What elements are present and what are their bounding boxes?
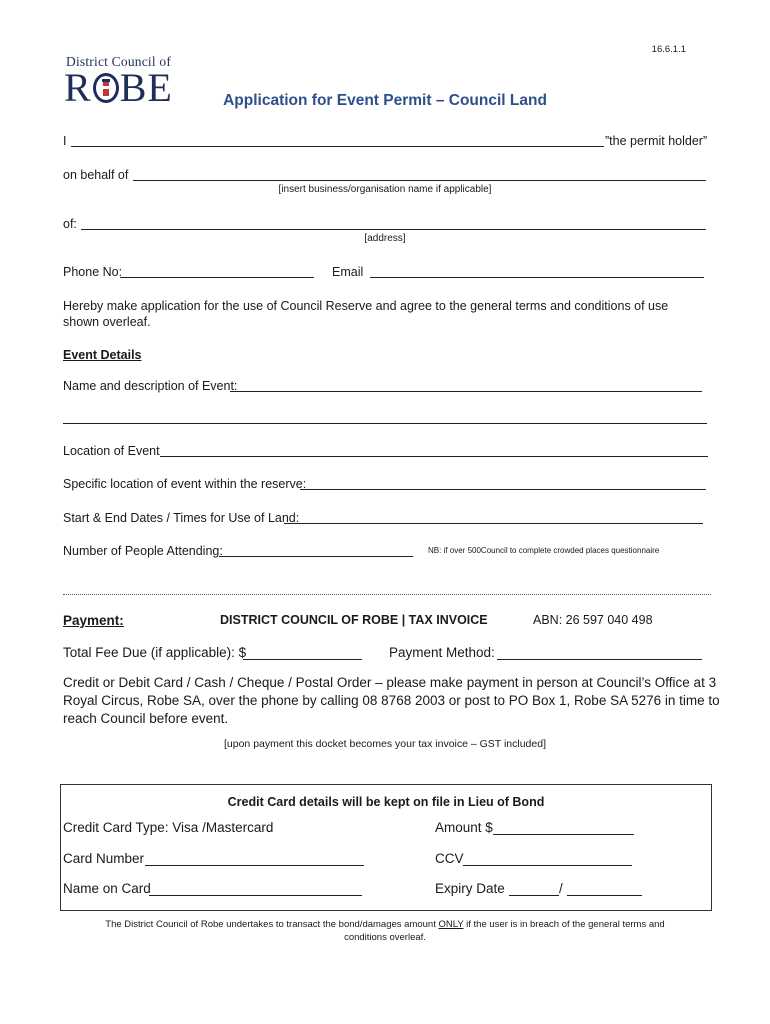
event-location-label: Location of Event [63, 444, 160, 458]
crowded-places-note: NB: if over 500Council to complete crowded places questionnaire [428, 546, 660, 555]
specific-location-field[interactable] [300, 489, 706, 490]
specific-location-label: Specific location of event within the reserve: [63, 477, 307, 491]
card-type-label: Credit Card Type: Visa /Mastercard [63, 820, 274, 835]
payment-instructions-line-3: reach Council before event. [63, 711, 229, 726]
logo-subtitle: District Council of [66, 54, 172, 69]
logo-wordmark: R BE [64, 65, 173, 110]
dates-label: Start & End Dates / Times for Use of Land: [63, 511, 300, 525]
abn-number: ABN: 26 597 040 498 [533, 613, 653, 627]
card-number-field[interactable] [145, 865, 364, 866]
amount-field[interactable] [493, 834, 634, 835]
credit-card-section [60, 784, 712, 911]
name-on-card-label: Name on Card [63, 881, 151, 896]
event-details-heading: Event Details [63, 348, 142, 362]
people-attending-field[interactable] [219, 556, 413, 557]
card-number-label: Card Number [63, 851, 145, 866]
event-location-field[interactable] [160, 456, 708, 457]
ccv-label: CCV [435, 851, 464, 866]
payment-heading: Payment: [63, 613, 124, 628]
application-statement: Hereby make application for the use of Council Reserve and agree to the general terms and conditions of use shown overleaf. [63, 299, 669, 329]
phone-field[interactable] [120, 277, 314, 278]
permit-holder-suffix: ”the permit holder” [605, 134, 708, 148]
behalf-caption: [insert business/organisation name if applicable] [278, 184, 492, 195]
footer-only: ONLY [438, 919, 464, 930]
tax-invoice-title: DISTRICT COUNCIL OF ROBE | TAX INVOICE [220, 613, 488, 627]
payment-instructions-line-2: Royal Circus, Robe SA, over the phone by calling 08 8768 2003 or post to PO Box 1, Robe SA 5276 in time to [63, 693, 720, 708]
behalf-label: on behalf of [63, 168, 129, 182]
payment-instructions-line-1: Credit or Debit Card / Cash / Cheque / Postal Order – please make payment in person at Council’s Office at 3 [63, 675, 717, 690]
total-fee-label: Total Fee Due (if applicable): $ [63, 645, 247, 660]
behalf-field[interactable] [133, 180, 706, 181]
page-title: Application for Event Permit – Council Land [223, 92, 547, 109]
address-label: of: [63, 217, 77, 231]
docket-note: [upon payment this docket becomes your tax invoice – GST included] [224, 738, 546, 750]
event-name-field[interactable] [230, 391, 702, 392]
footer-text-c: conditions overleaf. [344, 932, 426, 943]
credit-card-heading: Credit Card details will be kept on file in Lieu of Bond [227, 795, 545, 809]
expiry-separator: / [559, 881, 563, 896]
event-name-label: Name and description of Event: [63, 379, 238, 393]
permit-holder-field[interactable] [71, 146, 604, 147]
email-field[interactable] [370, 277, 704, 278]
expiry-date-label: Expiry Date [435, 881, 505, 896]
ccv-field[interactable] [463, 865, 632, 866]
expiry-month-field[interactable] [509, 895, 559, 896]
event-description-field[interactable] [63, 423, 707, 424]
dates-field[interactable] [284, 523, 703, 524]
section-divider [63, 594, 711, 595]
payment-method-label: Payment Method: [389, 645, 495, 660]
permit-holder-prefix: I [63, 134, 67, 148]
people-attending-label: Number of People Attending: [63, 544, 223, 558]
footer-text-b: if the user is in breach of the general terms and [463, 919, 665, 930]
footer-text-a: The District Council of Robe undertakes to transact the bond/damages amount [105, 919, 439, 930]
address-caption: [address] [364, 233, 406, 244]
email-label: Email [332, 265, 364, 279]
document-number: 16.6.1.1 [651, 44, 686, 55]
amount-label: Amount $ [435, 820, 493, 835]
total-fee-field[interactable] [243, 659, 362, 660]
address-field[interactable] [81, 229, 706, 230]
payment-method-field[interactable] [497, 659, 702, 660]
phone-label: Phone No: [63, 265, 123, 279]
name-on-card-field[interactable] [149, 895, 362, 896]
expiry-year-field[interactable] [567, 895, 642, 896]
bond-footer-note [0, 918, 770, 944]
